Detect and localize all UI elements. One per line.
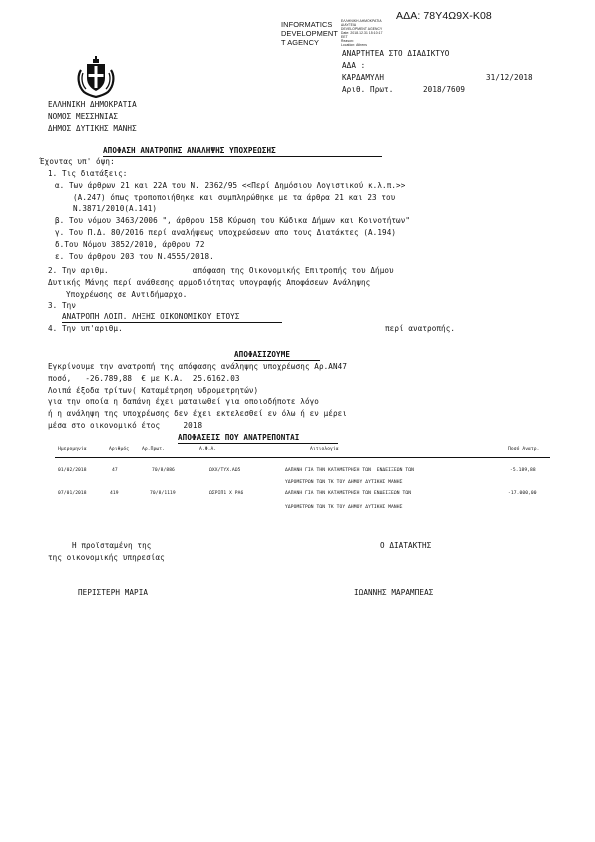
posting-line-1: ΑΝΑΡΤΗΤΕΑ ΣΤΟ ΔΙΑΔΙΚΤΥΟ bbox=[342, 49, 450, 58]
body-line-9: 2. Την αριθμ. απόφαση της Οικονομικής Επιτροπής του Δήμου bbox=[48, 266, 394, 275]
body-line-14: 4. Την υπ'αριθμ. bbox=[48, 324, 123, 333]
stamp-agency-line-2: DEVELOPMENT bbox=[281, 29, 338, 38]
stamp-fine-print-6: Reason: bbox=[341, 39, 354, 43]
greek-emblem-icon bbox=[75, 56, 117, 98]
body-line-6: γ. Του Π.Δ. 80/2016 περί αναλήψεως υποχρεώσεων απο τους Διατάκτες (Α.194) bbox=[55, 228, 397, 237]
authority-line-3: ΔΗΜΟΣ ΔΥΤΙΚΗΣ ΜΑΝΗΣ bbox=[48, 124, 137, 133]
considering-label: Έχοντας υπ' όψη: bbox=[40, 157, 115, 166]
decision-line-2: ποσό, -26.789,88 € με Κ.Α. 25.6162.03 bbox=[48, 374, 240, 383]
table-row-2-reason-2: ΥΔΡΟΜΕΤΡΩΝ ΤΩΝ ΤΚ ΤΟΥ ΔΗΜΟΥ ΔΥΤΙΚΗΣ ΜΑΝΗΣ bbox=[285, 505, 403, 510]
body-line-5: β. Του νόμου 3463/2006 ", άρθρου 158 Κύρωση του Κώδικα Δήμων και Κοινοτήτων" bbox=[55, 216, 411, 225]
table-header-rule bbox=[55, 457, 550, 458]
stamp-fine-print-2: ΔΙΑΥΓΕΙΑ bbox=[341, 23, 357, 27]
signature-right-name: ΙΩΑΝΝΗΣ ΜΑΡΑΜΠΕΑΣ bbox=[354, 588, 434, 597]
body-line-8: ε. Του άρθρου 203 του Ν.4555/2018. bbox=[55, 252, 214, 261]
stamp-fine-print-3: DEVELOPMENT AGENCY bbox=[341, 27, 383, 31]
stamp-agency-line-3: T AGENCY bbox=[281, 38, 320, 47]
table-row-1-protocol: 70/8/886 bbox=[152, 468, 175, 473]
table-row-2-reason-1: ΔΑΠΑΝΗ ΓΙΑ ΤΗΝ ΚΑΤΑΜΕΤΡΗΣΗ ΤΩΝ ΕΝΔΕΙΞΕΩΝ ΤΩΝ bbox=[285, 491, 412, 496]
decision-line-4: για την οποία η δαπάνη έχει ματαιωθεί για οποιοδήποτε λόγο bbox=[48, 397, 319, 406]
stamp-fine-print-7: Location: Athens bbox=[341, 43, 367, 47]
table-row-1-amount: -5.189,88 bbox=[510, 468, 536, 473]
stamp-agency-line-1: INFORMATICS bbox=[281, 20, 333, 29]
table-row-2-number: 419 bbox=[110, 491, 119, 496]
table-title-underline bbox=[178, 443, 338, 444]
body-line-7: δ.Του Νόμου 3852/2010, άρθρου 72 bbox=[55, 240, 205, 249]
table-row-1-number: 47 bbox=[112, 468, 118, 473]
table-title: ΑΠΟΦΑΣΕΙΣ ΠΟΥ ΑΝΑΤΡΕΠΟΝΤΑΙ bbox=[178, 433, 300, 442]
body-line-10: Δυτικής Μάνης περί ανάθεσης αρμοδιότητας υπογραφής Αποφάσεων Ανάληψης bbox=[48, 278, 371, 287]
table-row-1-afa: ΩΧΧ/ΤΥΧ.ΑΩ5 bbox=[209, 468, 241, 473]
signature-left-title-1: Η προϊσταμένη της bbox=[72, 541, 152, 550]
table-row-2-amount: -17.000,00 bbox=[508, 491, 537, 496]
table-row-2-afa: ΩΣΡΙΠ1 Χ ΡΑ6 bbox=[209, 491, 244, 496]
table-header-date: Ημερομηνία bbox=[58, 447, 87, 452]
protocol-number: 2018/7609 bbox=[423, 85, 466, 94]
body-line-4: Ν.3871/2010(Α.141) bbox=[73, 204, 158, 213]
decide-heading: ΑΠΟΦΑΣΙΖΟΥΜΕ bbox=[234, 350, 291, 359]
table-header-amount: Ποσό Ανατρ. bbox=[508, 447, 540, 452]
title-underline bbox=[103, 156, 382, 157]
decision-line-6: μέσα στο οικονομικό έτος 2018 bbox=[48, 421, 203, 430]
body-line-1: 1. Τις διατάξεις: bbox=[48, 169, 128, 178]
decision-line-1: Εγκρίνουμε την ανατροπή της απόφασης ανάληψης υποχρέωσης Αρ.ΑΝ47 bbox=[48, 362, 347, 371]
protocol-label: Αριθ. Πρωτ. bbox=[342, 85, 394, 94]
posting-line-2: ΑΔΑ : bbox=[342, 61, 366, 70]
table-row-1-date: 01/02/2018 bbox=[58, 468, 87, 473]
body-line-15: περί ανατροπής. bbox=[385, 324, 456, 333]
body-line-3: (Α.247) όπως τροποποιήθηκε και συμπληρώθηκε με τα άρθρα 21 και 23 του bbox=[73, 193, 396, 202]
body-line-11: Υποχρέωσης σε Αντιδήμαρχο. bbox=[66, 290, 188, 299]
authority-line-1: ΕΛΛΗΝΙΚΗ ΔΗΜΟΚΡΑΤΙΑ bbox=[48, 100, 137, 109]
table-header-afa: Α.Φ.Α. bbox=[199, 447, 217, 452]
decision-line-5: ή η ανάληψη της υποχρέωσης δεν έχει εκτελεσθεί εν όλω ή εν μέρει bbox=[48, 409, 347, 418]
document-title: ΑΠΟΦΑΣΗ ΑΝΑΤΡΟΠΗΣ ΑΝΑΛΗΨΗΣ ΥΠΟΧΡΕΩΣΗΣ bbox=[103, 146, 276, 155]
authority-line-2: ΝΟΜΟΣ ΜΕΣΣΗΝΙΑΣ bbox=[48, 112, 119, 121]
table-row-1-reason-2: ΥΔΡΟΜΕΤΡΩΝ ΤΩΝ ΤΚ ΤΟΥ ΔΗΜΟΥ ΔΥΤΙΚΗΣ ΜΑΝΗΣ bbox=[285, 480, 403, 485]
stamp-fine-print-5: EET bbox=[341, 35, 348, 39]
decide-underline bbox=[234, 360, 320, 361]
signature-left-title-2: της οικονομικής υπηρεσίας bbox=[48, 553, 165, 562]
body-line-12: 3. Την bbox=[48, 301, 77, 310]
stamp-fine-print-1: ΕΛΛΗΝΙΚΗ ΔΗΜΟΚΡΑΤΙΑ bbox=[341, 19, 382, 23]
table-header-protocol: Αρ.Πρωτ. bbox=[142, 447, 165, 452]
table-row-1-reason-1: ΔΑΠΑΝΗ ΓΙΑ ΤΗΝ ΚΑΤΑΜΕΤΡΗΣΗ ΤΩΝ ΕΝΔΕΙΞΕΩΝ ΤΩΝ bbox=[285, 468, 414, 473]
signature-right-title: Ο ΔΙΑΤΑΚΤΗΣ bbox=[380, 541, 432, 550]
stamp-fine-print-4: Date: 2018.12.31 15:10:17 bbox=[341, 31, 383, 35]
body-underline bbox=[62, 322, 282, 323]
posting-date: 31/12/2018 bbox=[486, 73, 533, 82]
signature-left-name: ΠΕΡΙΣΤΕΡΗ ΜΑΡΙΑ bbox=[78, 588, 149, 597]
table-row-2-date: 07/01/2018 bbox=[58, 491, 87, 496]
body-line-2: α. Των άρθρων 21 και 22Α του Ν. 2362/95 <<Περί Δημόσιου Λογιστικού κ.λ.π.>> bbox=[55, 181, 406, 190]
decision-line-3: Λοιπά έξοδα τρίτων( Καταμέτρηση υδρομετρητών) bbox=[48, 386, 259, 395]
ada-code: ΑΔΑ: 78Υ4Ω9Χ-Κ08 bbox=[396, 10, 492, 22]
posting-place: ΚΑΡΔΑΜΥΛΗ bbox=[342, 73, 385, 82]
table-header-number: Αριθμός bbox=[109, 447, 130, 452]
body-line-13: ΑΝΑΤΡΟΠΗ ΛΟΙΠ. ΛΗΞΗΣ ΟΙΚΟΝΟΜΙΚΟΥ ΕΤΟΥΣ bbox=[62, 312, 240, 321]
table-header-reason: Αιτιολογία bbox=[310, 447, 339, 452]
table-row-2-protocol: 70/8/1119 bbox=[150, 491, 176, 496]
